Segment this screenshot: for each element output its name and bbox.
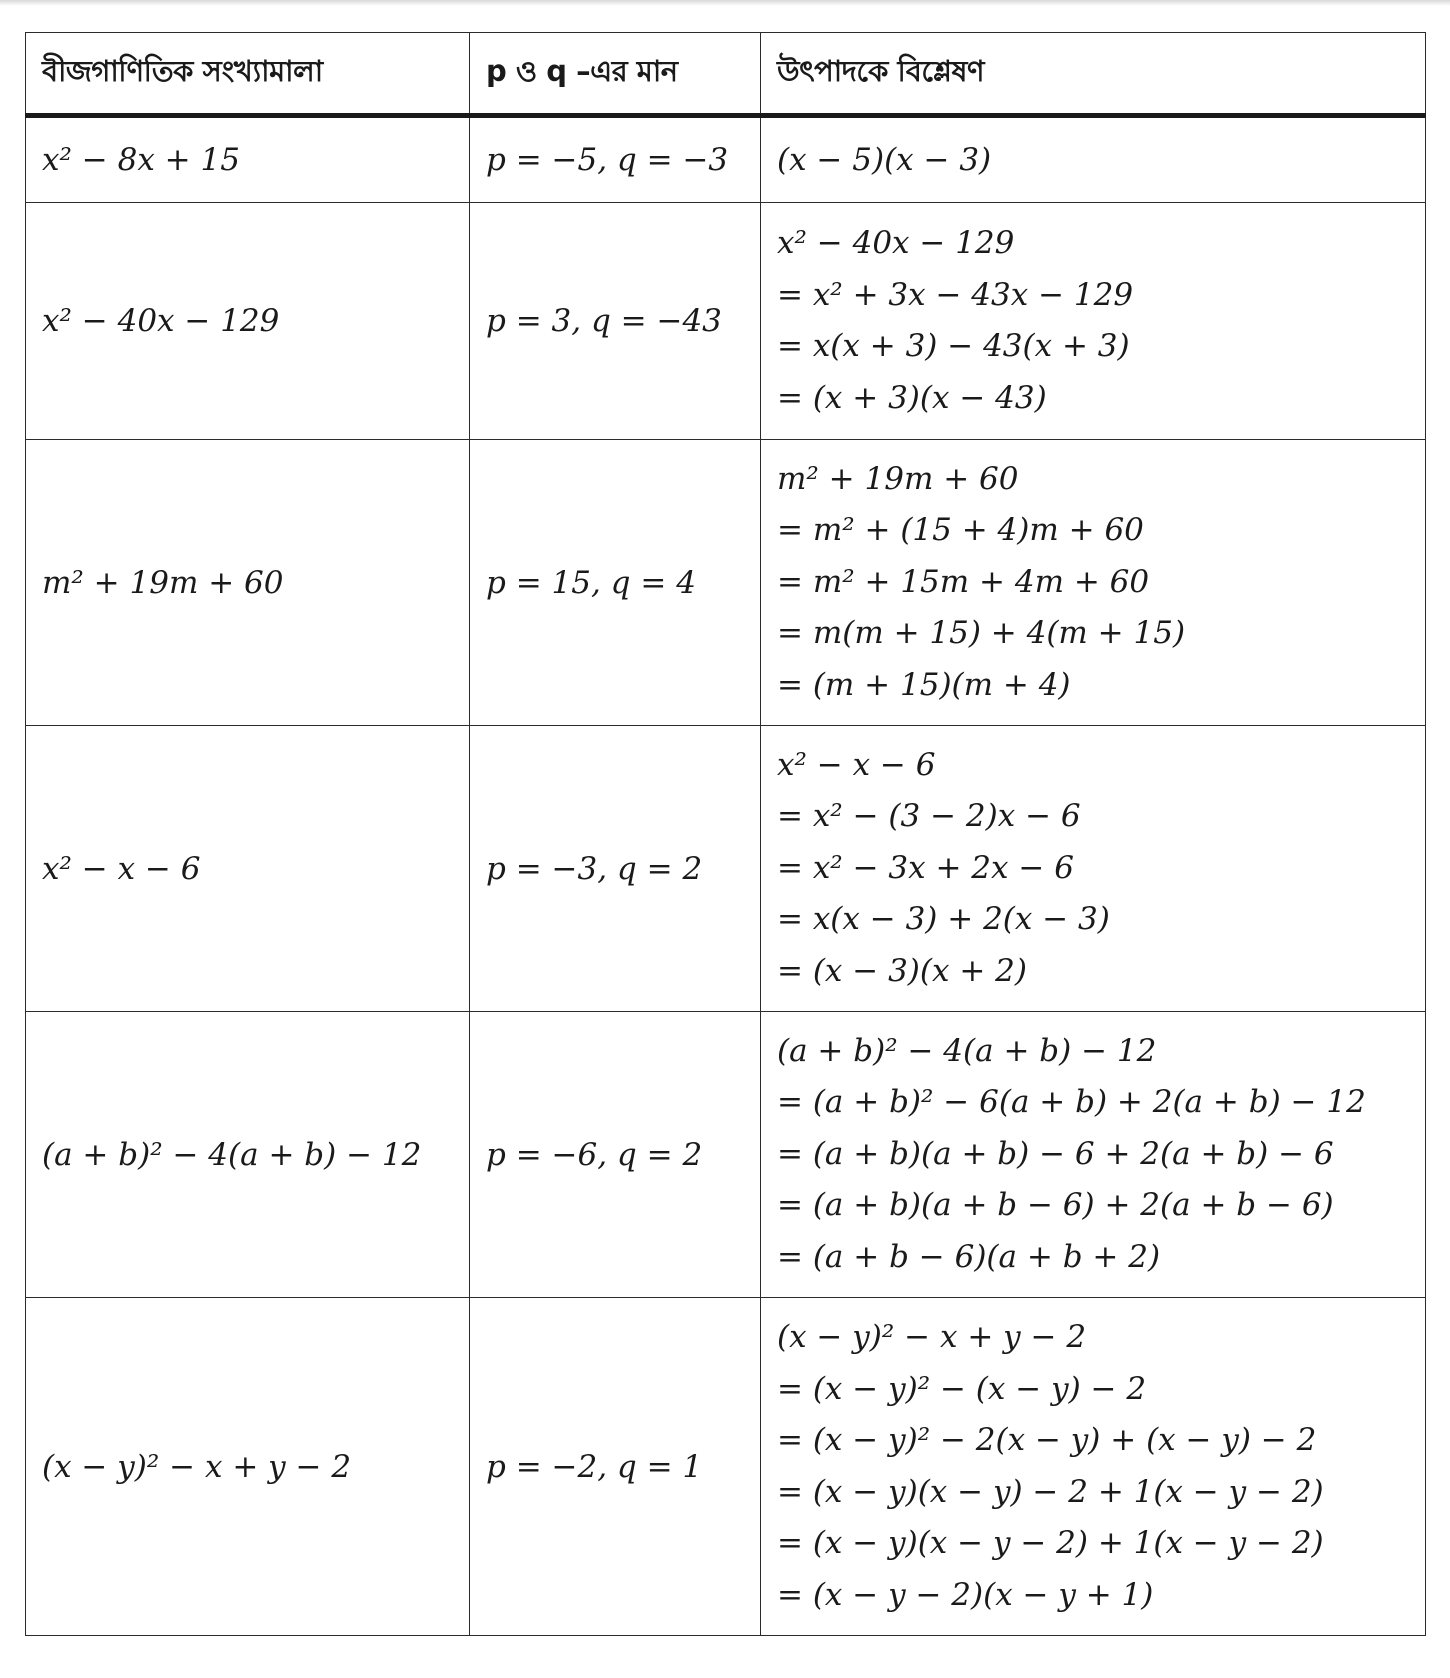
factor-step: = (a + b)² − 6(a + b) + 2(a + b) − 12 xyxy=(777,1084,1366,1121)
table-row xyxy=(26,1012,1426,1298)
factorization-cell xyxy=(761,203,1426,440)
factor-step: = (a + b − 6)(a + b + 2) xyxy=(777,1238,1161,1275)
factor-step: = m² + 15m + 4m + 60 xyxy=(777,563,1150,600)
factorization-cell xyxy=(761,1012,1426,1298)
factor-step: (a + b)² − 4(a + b) − 12 xyxy=(777,1032,1157,1069)
factor-step: = (x − y − 2)(x − y + 1) xyxy=(777,1576,1154,1613)
expression-cell: x² − x − 6 xyxy=(26,726,470,1012)
table-row xyxy=(26,726,1426,1012)
factor-step: x² − 40x − 129 xyxy=(777,225,1015,261)
table-row xyxy=(26,203,1426,440)
factor-step: = (x − y)² − (x − y) − 2 xyxy=(777,1370,1147,1407)
expression-cell: x² − 8x + 15 xyxy=(26,116,470,203)
pq-cell: p = −6, q = 2 xyxy=(470,1012,761,1298)
pq-cell: p = 3, q = −43 xyxy=(470,203,761,440)
expression-cell: m² + 19m + 60 xyxy=(26,440,470,726)
factor-step: = (x − y)(x − y − 2) + 1(x − y − 2) xyxy=(777,1525,1324,1561)
factor-step: m² + 19m + 60 xyxy=(777,460,1019,497)
factor-step: = (a + b)(a + b) − 6 + 2(a + b) − 6 xyxy=(777,1135,1334,1172)
expression-cell: (x − y)² − x + y − 2 xyxy=(26,1298,470,1636)
factor-step: = (a + b)(a + b − 6) + 2(a + b − 6) xyxy=(777,1187,1334,1224)
pq-cell: p = −5, q = −3 xyxy=(470,116,761,203)
table-row xyxy=(26,116,1426,203)
factor-step: = (x − y)(x − y) − 2 + 1(x − y − 2) xyxy=(777,1473,1324,1510)
factor-step: = (x − y)² − 2(x − y) + (x − y) − 2 xyxy=(777,1422,1317,1458)
pq-cell: p = 15, q = 4 xyxy=(470,440,761,726)
factor-step: = m² + (15 + 4)m + 60 xyxy=(777,512,1144,549)
factor-step: = x² − (3 − 2)x − 6 xyxy=(777,798,1081,835)
factorization-cell xyxy=(761,1298,1426,1636)
factor-step: = (m + 15)(m + 4) xyxy=(777,666,1071,703)
factor-step: = x(x − 3) + 2(x − 3) xyxy=(777,901,1110,938)
expression-cell: x² − 40x − 129 xyxy=(26,203,470,440)
factor-step: = x² + 3x − 43x − 129 xyxy=(777,276,1134,313)
factorization-cell xyxy=(761,440,1426,726)
factor-step: (x − 5)(x − 3) xyxy=(777,142,992,178)
expression-cell: (a + b)² − 4(a + b) − 12 xyxy=(26,1012,470,1298)
factorization-table xyxy=(25,32,1426,1636)
factor-step: = m(m + 15) + 4(m + 15) xyxy=(777,615,1186,652)
header-factorization: উৎপাদকে বিশ্লেষণ xyxy=(761,33,1426,116)
pq-cell: p = −3, q = 2 xyxy=(470,726,761,1012)
top-shadow xyxy=(0,0,1450,6)
table-row xyxy=(26,1298,1426,1636)
factor-step: = x(x + 3) − 43(x + 3) xyxy=(777,328,1130,364)
factorization-cell xyxy=(761,726,1426,1012)
factor-step: (x − y)² − x + y − 2 xyxy=(777,1319,1087,1355)
factor-step: = x² − 3x + 2x − 6 xyxy=(777,849,1074,886)
factor-step: = (x − 3)(x + 2) xyxy=(777,952,1027,989)
factorization-cell xyxy=(761,116,1426,203)
header-pq-values: p ও q –এর মান xyxy=(470,33,761,116)
factor-step: = (x + 3)(x − 43) xyxy=(777,379,1047,416)
pq-cell: p = −2, q = 1 xyxy=(470,1298,761,1636)
header-expression: বীজগাণিতিক সংখ্যামালা xyxy=(26,33,470,116)
table-row xyxy=(26,440,1426,726)
factor-step: x² − x − 6 xyxy=(777,746,936,783)
header-row xyxy=(26,33,1426,116)
